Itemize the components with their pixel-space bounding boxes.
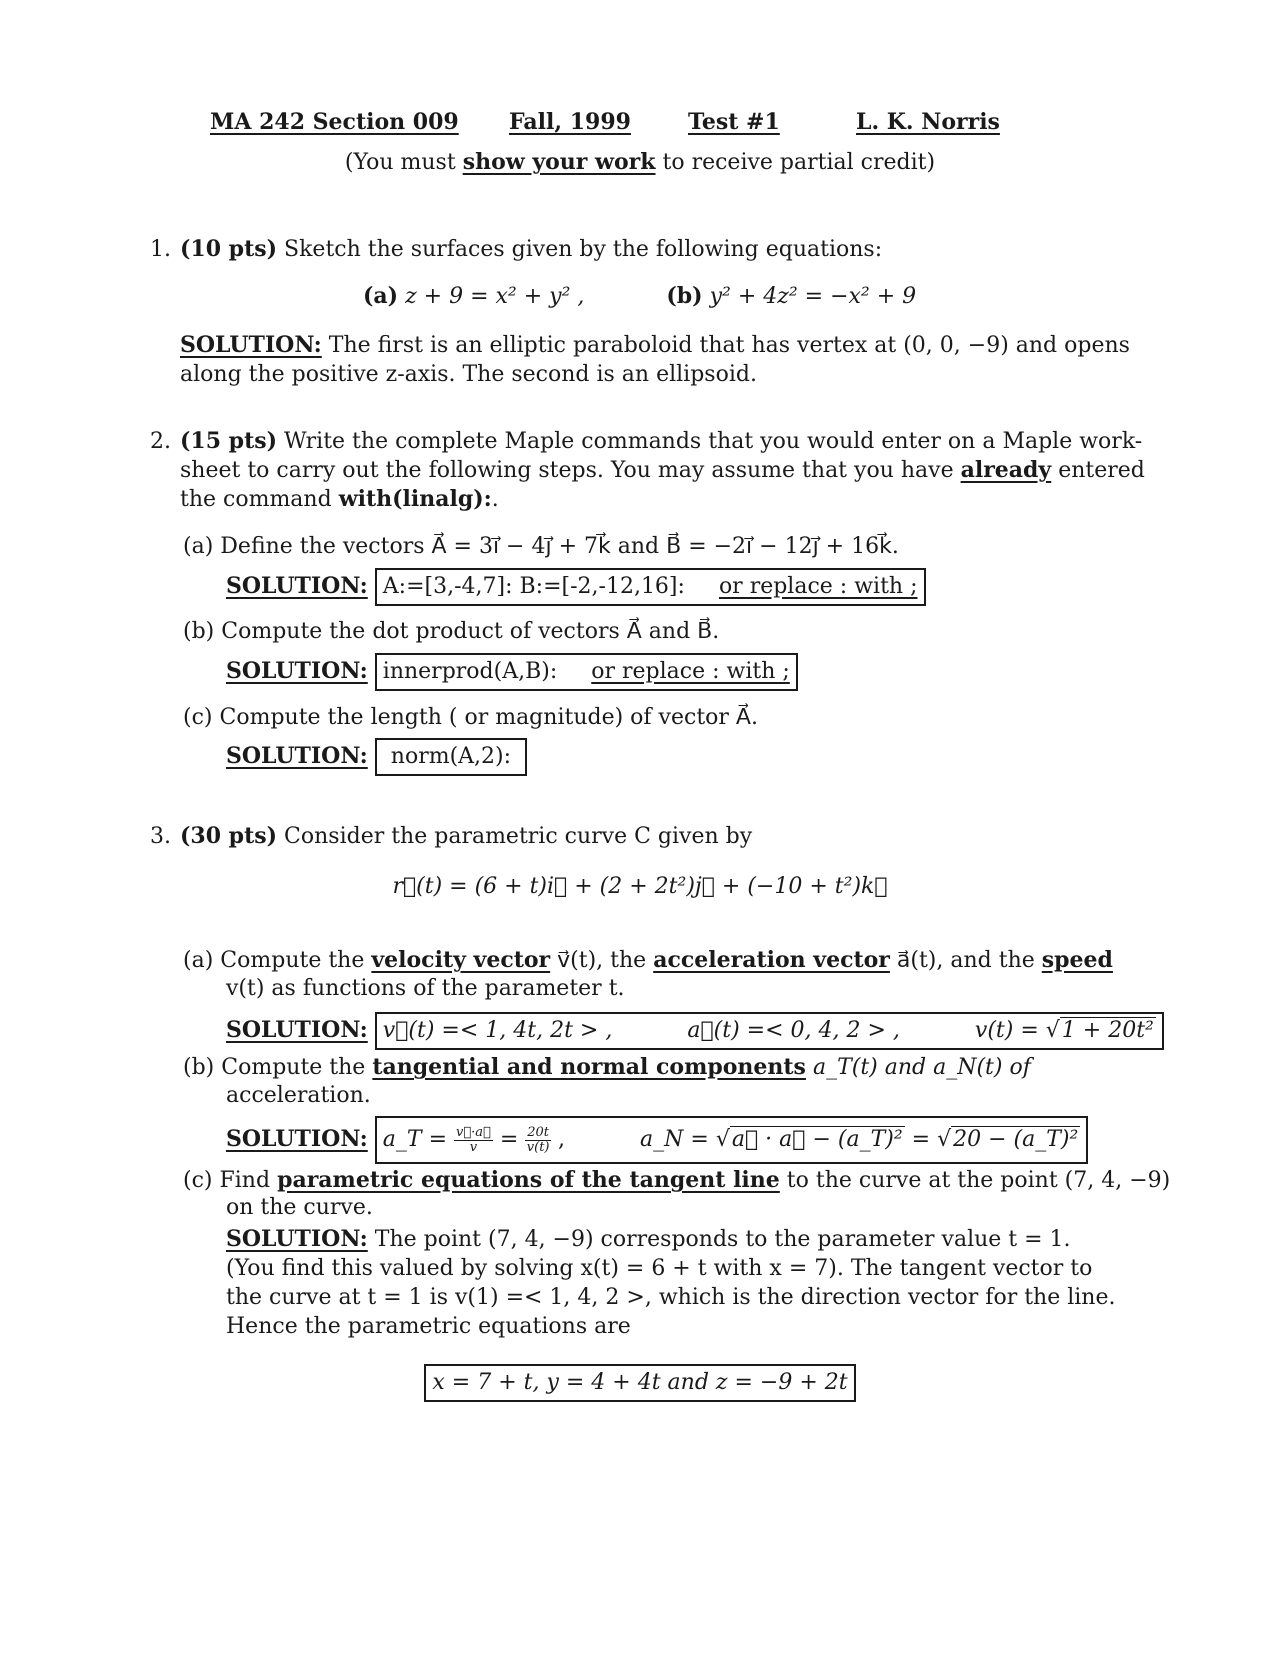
instructions-note: (You must show your work to receive partial credit)	[344, 149, 936, 175]
q3a-answer-box: v⃗(t) =< 1, 4t, 2t > , a⃗(t) =< 0, 4, 2 > , v(t) = √1 + 20t²	[375, 1012, 1164, 1050]
q2a-solution	[226, 568, 926, 606]
q3b-solution	[226, 1116, 1088, 1164]
q2a-prompt: (a) Define the vectors A⃗ = 3i⃗ − 4j⃗ + 7k⃗ and B⃗ = −2i⃗ − 12j⃗ + 16k⃗.	[183, 534, 899, 559]
q2c-answer-box: norm(A,2):	[375, 738, 527, 776]
solution-label: SOLUTION:	[226, 1226, 368, 1252]
replace-note: or replace : with ;	[718, 574, 918, 599]
term: Fall, 1999	[509, 109, 631, 135]
show-work-emphasis: show your work	[462, 149, 656, 175]
q2b-answer-box: innerprod(A,B): or replace : with ;	[375, 653, 798, 691]
speed-emphasis: speed	[1041, 947, 1113, 973]
q2b-prompt: (b) Compute the dot product of vectors A⃗ and B⃗.	[183, 619, 720, 644]
replace-note: or replace : with ;	[591, 659, 790, 684]
solution-label: SOLUTION:	[226, 573, 368, 599]
final-answer-box: x = 7 + t, y = 4 + 4t and z = −9 + 2t	[424, 1364, 855, 1402]
q1-number: 1.	[150, 237, 171, 262]
test-number: Test #1	[688, 109, 780, 135]
components-emphasis: tangential and normal components	[372, 1054, 806, 1080]
linalg-command: with(linalg):	[338, 486, 492, 512]
q3a-prompt: (a) Compute the velocity vector v⃗(t), the acceleration vector a⃗(t), and the speed	[183, 947, 1113, 973]
q2c-solution	[226, 738, 527, 776]
acceleration-vector-emphasis: acceleration vector	[653, 947, 890, 973]
q3a-solution	[226, 1012, 1164, 1050]
q2-prompt: (15 pts) Write the complete Maple commands that you would enter on a Maple work- sheet to carry out the following steps. You may assume that you have already entered the command with(linalg):.	[180, 428, 1145, 512]
equation-b: y² + 4z² = −x² + 9	[709, 284, 917, 309]
course-title: MA 242 Section 009	[210, 109, 459, 135]
fraction-v-dot-a-over-v: $\frac{v⃗\cdot a⃗}{v}$	[456, 1124, 491, 1155]
q3c-solution: SOLUTION: The point (7, 4, −9) corresponds to the parameter value t = 1. (You find this valued by solving x(t) = 6 + t with x = 7). The tangent vector to the curve at t = 1 is v(1) =< 1, 4, 2 >, which is the direction vector for the line. Hence the parametric equations are	[226, 1226, 1116, 1339]
solution-label: SOLUTION:	[180, 332, 322, 358]
fraction-20t-over-vt: $\frac{20t}{v(t)}$	[526, 1124, 550, 1155]
q2-number: 2.	[150, 429, 171, 454]
q2b-solution	[226, 653, 798, 691]
curve-equation: r⃗(t) = (6 + t)i⃗ + (2 + 2t²)j⃗ + (−10 + t²)k⃗	[392, 874, 888, 899]
q3-prompt: (30 pts) Consider the parametric curve C given by	[180, 823, 753, 849]
q3b-prompt-line2: acceleration.	[226, 1083, 371, 1108]
solution-label: SOLUTION:	[226, 658, 368, 684]
instructor: L. K. Norris	[856, 109, 1000, 135]
solution-label: SOLUTION:	[226, 1126, 368, 1152]
solution-label: SOLUTION:	[226, 1017, 368, 1043]
q3c-prompt: (c) Find parametric equations of the tangent line to the curve at the point (7, 4, −9)	[183, 1167, 1171, 1193]
tangent-line-emphasis: parametric equations of the tangent line	[277, 1167, 780, 1193]
q1-equations: (a) z + 9 = x² + y² , (b) y² + 4z² = −x² + 9	[363, 283, 917, 309]
q3a-prompt-line2: v(t) as functions of the parameter t.	[226, 976, 625, 1001]
q2a-answer-box: A:=[3,-4,7]: B:=[-2,-12,16]: or replace : with ;	[375, 568, 926, 606]
equation-a: z + 9 = x² + y² ,	[405, 284, 585, 309]
q1-prompt: (10 pts) Sketch the surfaces given by the following equations:	[180, 236, 883, 262]
q3b-prompt: (b) Compute the tangential and normal components a_T(t) and a_N(t) of	[183, 1054, 1031, 1080]
speed-radicand: 1 + 20t²	[1061, 1018, 1154, 1043]
already-emphasis: already	[960, 457, 1052, 483]
q3c-final-answer	[0, 1364, 1280, 1402]
q1-solution: SOLUTION: The first is an elliptic paraboloid that has vertex at (0, 0, −9) and opens along the positive z-axis. The second is an ellipsoid.	[180, 332, 1130, 387]
q2c-prompt: (c) Compute the length ( or magnitude) of vector A⃗.	[183, 705, 758, 730]
q3c-prompt-line2: on the curve.	[226, 1195, 373, 1220]
velocity-vector-emphasis: velocity vector	[371, 947, 551, 973]
q3-number: 3.	[150, 824, 171, 849]
solution-label: SOLUTION:	[226, 743, 368, 769]
q3b-answer-box: a_T = $\frac{v⃗\cdot a⃗}{v}$ = $\frac{20t}{v(t)}$ , a_N = √a⃗ · a⃗ − (a_T)² = √20 − (a_T)²	[375, 1116, 1089, 1164]
